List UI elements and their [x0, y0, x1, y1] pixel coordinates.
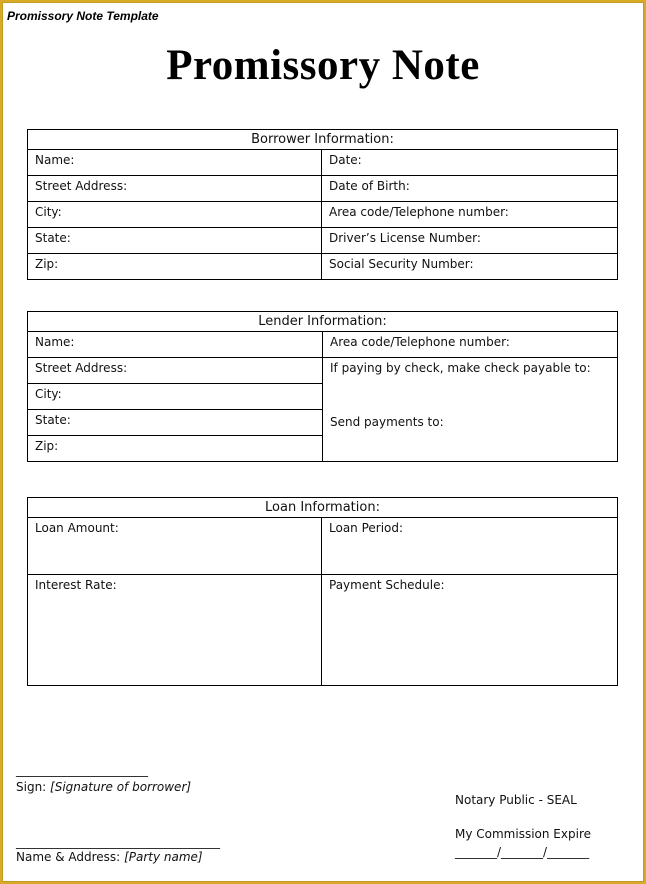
notary-seal-label: - SEAL — [534, 793, 577, 807]
borrower-phone-field[interactable]: Area code/Telephone number: — [322, 202, 618, 228]
lender-phone-field[interactable]: Area code/Telephone number: — [323, 332, 618, 358]
name-address-line[interactable]: __________________________________ — [16, 835, 220, 849]
name-address-label: Name & Address: — [16, 850, 121, 864]
borrower-heading: Borrower Information: — [28, 130, 618, 150]
borrower-name-field[interactable]: Name: — [28, 150, 322, 176]
interest-rate-field[interactable]: Interest Rate: — [28, 575, 322, 686]
borrower-license-field[interactable]: Driver’s License Number: — [322, 228, 618, 254]
borrower-dob-field[interactable]: Date of Birth: — [322, 176, 618, 202]
commission-date-line[interactable]: _______/_______/_______ — [455, 845, 590, 859]
lender-street-field[interactable]: Street Address: — [28, 358, 323, 384]
borrower-zip-field[interactable]: Zip: — [28, 254, 322, 280]
lender-state-field[interactable]: State: — [28, 410, 323, 436]
lender-heading: Lender Information: — [28, 312, 618, 332]
lender-name-field[interactable]: Name: — [28, 332, 323, 358]
commission-expire-label: My Commission Expire — [455, 827, 591, 841]
send-payments-label: Send payments to: — [330, 415, 444, 429]
page-title: Promissory Note — [166, 42, 480, 89]
lender-zip-field[interactable]: Zip: — [28, 436, 323, 462]
lender-city-field[interactable]: City: — [28, 384, 323, 410]
borrower-information-table — [27, 129, 618, 280]
notary-block — [455, 793, 577, 807]
borrower-state-field[interactable]: State: — [28, 228, 322, 254]
loan-heading: Loan Information: — [28, 498, 618, 518]
lender-information-table — [27, 311, 618, 462]
sign-placeholder: [Signature of borrower] — [50, 780, 192, 794]
sign-block — [16, 780, 191, 794]
borrower-city-field[interactable]: City: — [28, 202, 322, 228]
borrower-street-field[interactable]: Street Address: — [28, 176, 322, 202]
signature-line[interactable]: ______________________ — [16, 763, 148, 777]
payment-schedule-field[interactable]: Payment Schedule: — [322, 575, 618, 686]
name-address-block — [16, 850, 203, 864]
lender-payment-instructions[interactable] — [323, 358, 618, 462]
loan-period-field[interactable]: Loan Period: — [322, 518, 618, 575]
name-address-placeholder: [Party name] — [124, 850, 203, 864]
loan-amount-field[interactable]: Loan Amount: — [28, 518, 322, 575]
template-label: Promissory Note Template — [7, 9, 159, 23]
notary-label: Notary Public — [455, 793, 535, 807]
check-payable-label: If paying by check, make check payable to: — [330, 361, 591, 375]
borrower-date-field[interactable]: Date: — [322, 150, 618, 176]
borrower-ssn-field[interactable]: Social Security Number: — [322, 254, 618, 280]
document-page — [3, 3, 643, 881]
sign-label: Sign: — [16, 780, 47, 794]
loan-information-table — [27, 497, 618, 686]
